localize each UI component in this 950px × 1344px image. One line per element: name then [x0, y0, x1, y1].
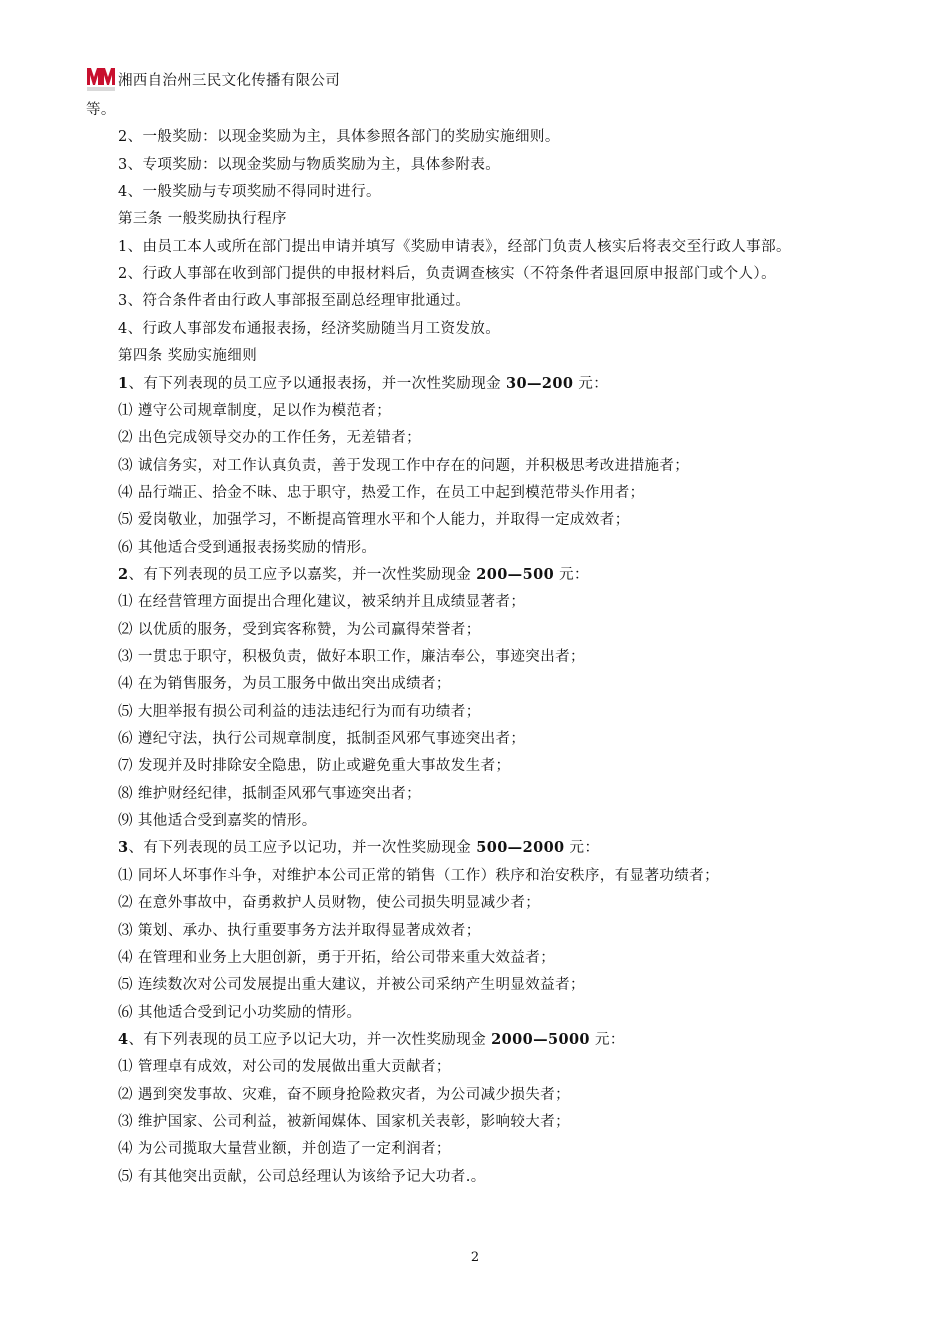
text-line: [118, 729, 525, 749]
text-segment: 元：: [589, 1031, 625, 1048]
text-segment: 、有下列表现的员工应予以嘉奖，并一次性奖励现金: [128, 566, 477, 583]
text-line: [118, 319, 500, 339]
text-segment: ⑵ 出色完成领导交办的工作任务，无差错者；: [118, 430, 422, 447]
bold-text-segment: 3: [118, 839, 129, 857]
text-line: [118, 1003, 361, 1023]
text-line: [118, 811, 317, 831]
page-number: 2: [470, 1250, 480, 1265]
bold-text-segment: 1: [118, 374, 129, 392]
text-segment: 2、一般奖励：以现金奖励为主，具体参照各部门的奖励实施细则。: [118, 129, 560, 146]
text-line: [118, 975, 585, 995]
text-segment: 3、专项奖励：以现金奖励与物质奖励为主，具体参附表。: [118, 156, 501, 173]
text-line: [118, 592, 525, 612]
text-segment: ⑺ 发现并及时排除安全隐患，防止或避免重大事故发生者；: [118, 758, 511, 775]
text-segment: ⑶ 诚信务实，对工作认真负责，善于发现工作中存在的问题，并积极思考改进措施者；: [118, 457, 690, 474]
text-segment: 2、行政人事部在收到部门提供的申报材料后，负责调查核实（不符条件者退回原申报部门或个人）。: [118, 266, 776, 283]
text-line: [118, 838, 599, 858]
text-segment: ⑷ 在管理和业务上大胆创新，勇于开拓，给公司带来重大效益者；: [118, 949, 556, 966]
text-segment: 3、符合条件者由行政人事部报至副总经理审批通过。: [118, 293, 471, 310]
text-line: [118, 538, 376, 558]
text-line: [118, 401, 391, 421]
text-segment: ⑶ 维护国家、公司利益，被新闻媒体、国家机关表彰，影响较大者；: [118, 1113, 571, 1130]
text-segment: 4、一般奖励与专项奖励不得同时进行。: [118, 184, 381, 201]
text-segment: ⑴ 管理卓有成效，对公司的发展做出重大贡献者；: [118, 1059, 451, 1076]
bold-text-segment: 2: [118, 565, 129, 583]
text-line: [118, 374, 608, 394]
bold-text-segment: 2000—5000: [491, 1030, 590, 1048]
text-line: [118, 346, 257, 366]
text-segment: ⑵ 以优质的服务，受到宾客称赞，为公司赢得荣誉者；: [118, 621, 481, 638]
text-segment: ⑷ 为公司揽取大量营业额，并创造了一定利润者；: [118, 1141, 451, 1158]
text-line: [118, 182, 381, 202]
text-segment: 第三条 一般奖励执行程序: [118, 211, 287, 228]
bold-text-segment: 4: [118, 1030, 129, 1048]
text-segment: ⑶ 策划、承办、执行重要事务方法并取得显著成效者；: [118, 922, 481, 939]
text-segment: ⑹ 其他适合受到记小功奖励的情形。: [118, 1004, 362, 1021]
text-segment: 、有下列表现的员工应予以通报表扬，并一次性奖励现金: [128, 375, 507, 392]
text-segment: ⑴ 在经营管理方面提出合理化建议，被采纳并且成绩显著者；: [118, 594, 526, 611]
bold-text-segment: 500—2000: [476, 839, 565, 857]
text-segment: 、有下列表现的员工应予以记功，并一次性奖励现金: [128, 840, 477, 857]
text-line: [118, 1030, 625, 1050]
text-line: [118, 291, 470, 311]
text-line: [118, 921, 481, 941]
text-segment: 元：: [564, 840, 600, 857]
bold-text-segment: 200—500: [476, 565, 555, 583]
text-line: [118, 948, 555, 968]
text-line: [118, 237, 791, 257]
text-line: [118, 1167, 486, 1187]
text-line: [118, 127, 560, 147]
text-line: [118, 702, 481, 722]
text-segment: ⑸ 爱岗敬业，加强学习，不断提高管理水平和个人能力，并取得一定成效者；: [118, 512, 630, 529]
text-segment: ⑶ 一贯忠于职守，积极负责，做好本职工作，廉洁奉公，事迹突出者；: [118, 649, 585, 665]
text-line: [118, 209, 287, 229]
text-line: [118, 1139, 451, 1159]
text-line: [86, 100, 116, 120]
text-segment: ⑹ 遵纪守法，执行公司规章制度，抵制歪风邪气事迹突出者；: [118, 731, 526, 748]
text-segment: ⑸ 有其他突出贡献，公司总经理认为该给予记大功者.。: [118, 1168, 486, 1185]
text-line: [118, 893, 540, 913]
text-segment: ⑵ 遇到突发事故、灾难，奋不顾身抢险救灾者，为公司减少损失者；: [118, 1086, 571, 1103]
text-line: [118, 510, 630, 530]
text-line: [118, 1085, 570, 1105]
text-segment: ⑵ 在意外事故中，奋勇救护人员财物，使公司损失明显减少者；: [118, 895, 541, 912]
text-segment: 第四条 奖励实施细则: [118, 348, 258, 365]
company-name: 湘西自治州三民文化传播有限公司: [118, 72, 340, 89]
text-segment: ⑸ 大胆举报有损公司利益的违法违纪行为而有功绩者；: [118, 703, 481, 720]
text-segment: ⑷ 品行端正、拾金不昧、忠于职守，热爱工作，在员工中起到模范带头作用者；: [118, 484, 645, 501]
text-line: [118, 456, 689, 476]
text-line: [118, 483, 645, 503]
text-segment: ⑴ 同坏人坏事作斗争，对维护本公司正常的销售（工作）秩序和治安秩序，有显著功绩者；: [118, 867, 720, 884]
text-line: [118, 1057, 451, 1077]
text-line: [118, 565, 589, 585]
text-line: [118, 784, 421, 804]
text-segment: 元：: [554, 566, 589, 583]
text-segment: 等。: [86, 102, 116, 118]
text-line: [118, 674, 451, 694]
text-line: [118, 620, 481, 640]
text-segment: ⑻ 维护财经纪律，抵制歪风邪气事迹突出者；: [118, 785, 422, 802]
text-line: [118, 1112, 570, 1132]
text-segment: ⑼ 其他适合受到嘉奖的情形。: [118, 813, 317, 830]
text-segment: ⑹ 其他适合受到通报表扬奖励的情形。: [118, 539, 377, 556]
bold-text-segment: 30—200: [506, 374, 574, 392]
text-line: [118, 155, 500, 175]
text-segment: ⑸ 连续数次对公司发展提出重大建议，并被公司采纳产生明显效益者；: [118, 977, 585, 994]
text-line: [118, 756, 510, 776]
text-segment: 元：: [573, 375, 609, 392]
text-line: [118, 866, 719, 886]
text-segment: 4、行政人事部发布通报表扬，经济奖励随当月工资发放。: [118, 320, 501, 337]
text-segment: 、有下列表现的员工应予以记大功，并一次性奖励现金: [128, 1031, 492, 1048]
page-header: [86, 64, 340, 94]
text-line: [118, 264, 776, 284]
text-segment: ⑷ 在为销售服务，为员工服务中做出突出成绩者；: [118, 676, 451, 693]
text-segment: ⑴ 遵守公司规章制度，足以作为模范者；: [118, 402, 392, 419]
text-segment: 1、由员工本人或所在部门提出申请并填写《奖励申请表》，经部门负责人核实后将表交至行政人事部。: [118, 238, 791, 255]
company-logo-icon: [86, 65, 116, 93]
text-line: [118, 647, 585, 667]
text-line: [118, 428, 421, 448]
